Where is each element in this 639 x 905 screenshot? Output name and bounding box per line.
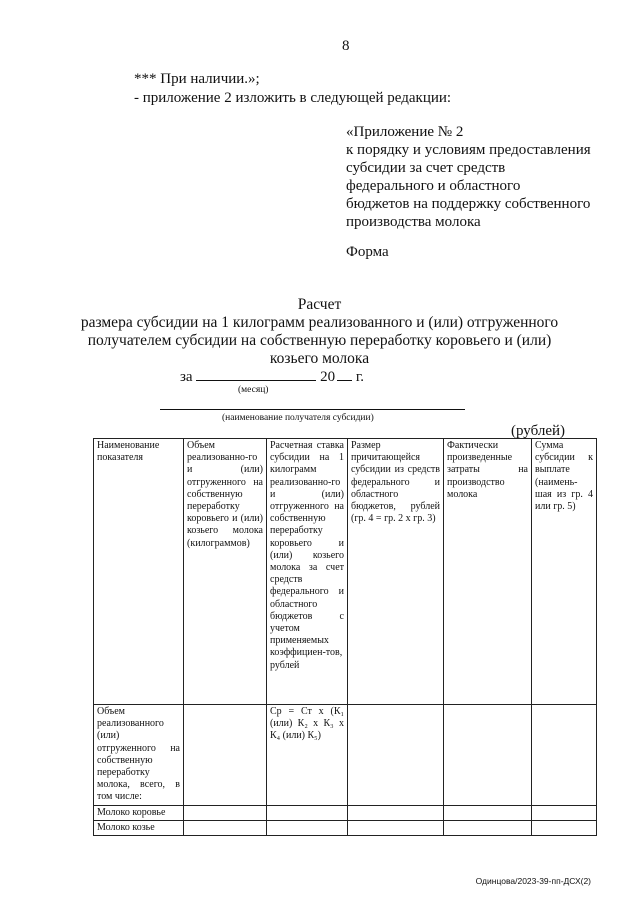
header-text: Сумма субсидии к выплате (наимень-шая из гр. 4 или гр. 5) <box>535 440 593 513</box>
calculation-subtitle-line: размера субсидии на 1 килограмм реализованного и (или) отгруженного <box>80 314 559 331</box>
calculation-heading <box>0 296 639 368</box>
formula-cell <box>267 705 348 806</box>
period-line <box>180 367 364 386</box>
month-caption: (месяц) <box>238 385 269 395</box>
footnote-text: *** При наличии.»; <box>134 71 260 87</box>
header-cell <box>444 439 532 705</box>
value-cell[interactable] <box>348 805 444 820</box>
header-text: Расчетная ставка субсидии на 1 килограмм реализованно-го и (или) отгруженного на собственную переработку коровьего и (или) козьего молока за счет средств федерального и областного бюджетов с учетом применяемых коэффициен-тов, рублей <box>270 440 344 671</box>
value-cell[interactable] <box>184 705 267 806</box>
row-label-cell <box>94 820 184 835</box>
calculation-title: Расчет <box>297 296 342 313</box>
row-label-cell <box>94 805 184 820</box>
header-text: Объем реализованно-го и (или) отгруженного на собственную переработку коровьего и (или) козьего молока (килограммов) <box>187 440 263 549</box>
document-code: Одинцова/2023-39-пп-ДСХ(2) <box>475 876 591 886</box>
header-cell <box>532 439 597 705</box>
value-cell[interactable] <box>348 705 444 806</box>
appendix-line: «Приложение № 2 <box>346 124 464 140</box>
form-label: Форма <box>346 244 389 260</box>
header-cell <box>348 439 444 705</box>
value-cell[interactable] <box>444 820 532 835</box>
value-cell[interactable] <box>267 805 348 820</box>
recipient-caption: (наименование получателя субсидии) <box>222 413 374 423</box>
value-cell[interactable] <box>532 705 597 806</box>
value-cell[interactable] <box>267 820 348 835</box>
header-text: Размер причитающейся субсидии из средств федерального и областного бюджетов, рублей (гр. 4 = гр. 2 х гр. 3) <box>351 440 440 525</box>
appendix-line: к порядку и условиям предоставления <box>346 142 591 158</box>
appendix-line: субсидии за счет средств <box>346 160 506 176</box>
month-blank[interactable] <box>196 367 316 381</box>
header-cell <box>94 439 184 705</box>
period-suffix: г. <box>355 369 365 385</box>
calculation-subtitle-line: козьего молока <box>269 350 370 367</box>
year-blank[interactable] <box>337 367 352 381</box>
header-text: Наименование показателя <box>97 440 160 464</box>
row-label: Объем реализованного (или) отгруженного на собственную переработку молока, всего, в том числе: <box>97 706 180 803</box>
row-label: Молоко коровье <box>97 806 166 818</box>
period-year: 20 <box>320 369 336 385</box>
units-label: (рублей) <box>511 423 566 439</box>
appendix-line: бюджетов на поддержку собственного <box>346 196 591 212</box>
subsidy-table <box>93 438 597 836</box>
page-number: 8 <box>342 38 350 54</box>
table-row <box>94 705 597 806</box>
row-label: Молоко козье <box>97 821 155 833</box>
value-cell[interactable] <box>532 805 597 820</box>
appendix-line: федерального и областного <box>346 178 521 194</box>
calculation-subtitle-line: получателем субсидии на собственную переработку коровьего и (или) <box>87 332 552 349</box>
table-row <box>94 820 597 835</box>
formula-text: Ср = Ст х (К₁ (или) К₂ х К₃ х К₄ (или) К₅) <box>270 706 344 742</box>
header-cell <box>184 439 267 705</box>
value-cell[interactable] <box>444 705 532 806</box>
value-cell[interactable] <box>532 820 597 835</box>
recipient-blank[interactable] <box>160 409 465 410</box>
header-text: Фактически произведенные затраты на производство молока <box>447 440 528 500</box>
instruction-text: - приложение 2 изложить в следующей редакции: <box>134 90 452 106</box>
value-cell[interactable] <box>348 820 444 835</box>
table-row <box>94 805 597 820</box>
value-cell[interactable] <box>444 805 532 820</box>
table-header-row <box>94 439 597 705</box>
row-label-cell <box>94 705 184 806</box>
value-cell[interactable] <box>184 805 267 820</box>
value-cell[interactable] <box>184 820 267 835</box>
appendix-block <box>346 123 591 231</box>
period-prefix: за <box>180 369 193 385</box>
appendix-line: производства молока <box>346 214 481 230</box>
header-cell <box>267 439 348 705</box>
